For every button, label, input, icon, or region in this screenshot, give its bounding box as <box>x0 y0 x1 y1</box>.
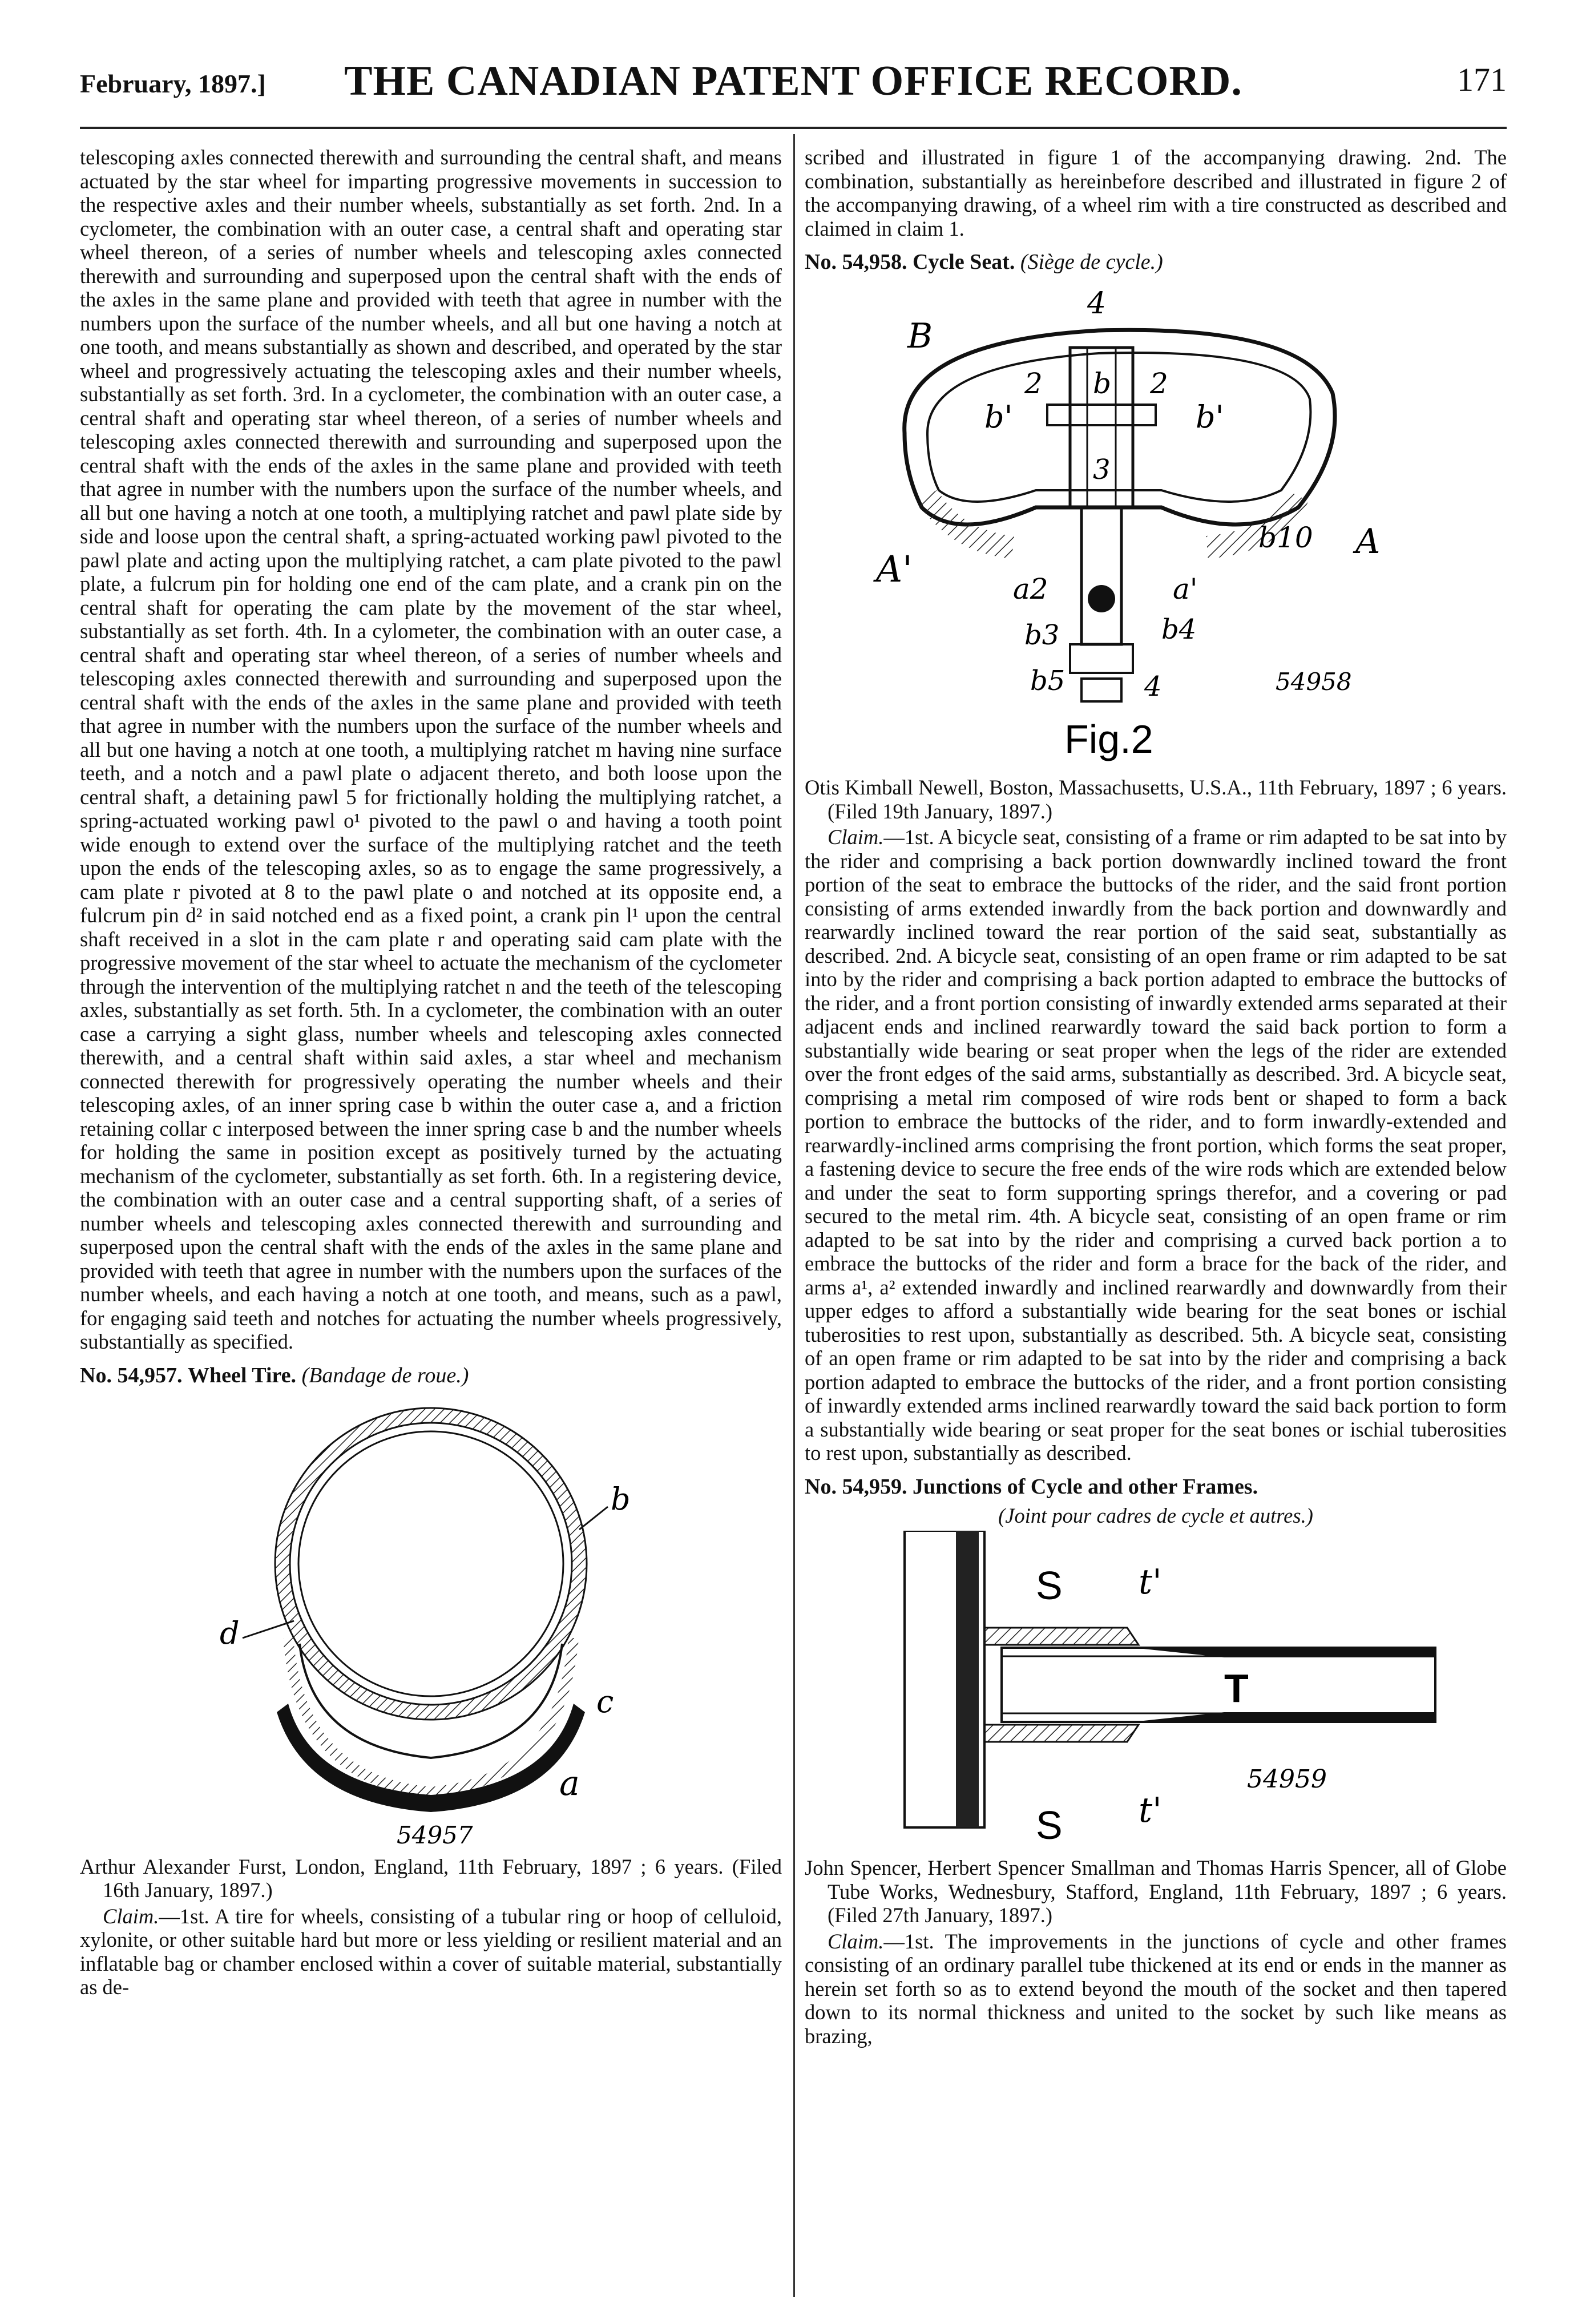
label-d: d <box>220 1615 240 1651</box>
label-a: a <box>559 1763 580 1803</box>
label-2-left: 2 <box>1024 367 1043 400</box>
label-b4: b4 <box>1161 614 1197 645</box>
figure-caption: Fig.2 <box>1064 717 1153 761</box>
patent-heading-54959 <box>805 1473 1507 1500</box>
figure-number: 54959 <box>1247 1765 1327 1794</box>
claim-54958 <box>805 825 1507 1465</box>
label-A-prime: A' <box>876 548 913 591</box>
label-4: 4 <box>1087 287 1107 321</box>
label-4-lower: 4 <box>1144 671 1162 703</box>
label-S-bottom: S <box>1036 1803 1063 1847</box>
left-column <box>80 146 782 1999</box>
label-t-bottom: t' <box>1139 1790 1162 1830</box>
label-a-prime: a' <box>1173 572 1198 606</box>
label-b10: b10 <box>1258 521 1313 554</box>
label-S-top: S <box>1036 1563 1063 1608</box>
claim-label: Claim. <box>828 1929 884 1953</box>
claim-54957 <box>80 1905 782 1999</box>
label-c: c <box>596 1683 614 1720</box>
patent-title: Wheel Tire. <box>187 1363 296 1387</box>
label-3: 3 <box>1093 454 1111 486</box>
label-b-prime-left: b' <box>984 399 1013 435</box>
patent-french-title: (Siège de cycle.) <box>1020 250 1163 274</box>
patent-heading-54958 <box>805 248 1507 276</box>
label-t-top: t' <box>1139 1562 1162 1602</box>
claim-label: Claim. <box>828 825 884 849</box>
patent-number: No. 54,957. <box>80 1363 183 1387</box>
label-M: M <box>916 1673 943 1709</box>
label-A: A <box>1355 522 1381 562</box>
page-header <box>80 57 1507 120</box>
patent-french-title: (Joint pour cadres de cycle et autres.) <box>998 1503 1313 1527</box>
claim-text: —1st. The improvements in the junctions of cycle and other frames consisting of an ordinary parallel tube thickened at its end or ends in the manner as herein set forth so as to extend beyond the mouth of the socket and then tapered down to its normal thickness and united to the socket by such like means as brazing, <box>805 1929 1507 2048</box>
patent-number: No. 54,959. <box>805 1474 907 1499</box>
continued-claims-text: telescoping axles connected therewith and surrounding the central shaft, and means actuated by the star wheel for imparting progressive movements in succession to the respective axles and their number wheels, substantially as set forth. 2nd. In a cyclometer, the combination with an outer case, a central shaft and operating star wheel thereon, of a series of number wheels and telescoping axles connected therewith and surrounding and superposed upon the central shaft with the ends of the axles in the same plane and provided with teeth that agree in number with the numbers upon the surface of the number wheels, and all but one having a notch at one tooth, and means substantially as shown and described, and operated by the star wheel and progressively actuating the telescoping axles and their number wheels, substantially as set forth. 3rd. In a cyclometer, the combination with an outer case, a central shaft and operating star wheel thereon, of a series of number wheels and telescoping axles connected therewith and surrounding and superposed upon the central shaft with the ends of the axles in the same plane and provided with teeth that agree in number with the numbers upon the surface of the number wheels, and all but one having a notch at one tooth, a multiplying ratchet and pawl plate side by side and loose upon the central shaft, a spring-actuated working pawl pivoted to the pawl plate and acting upon the multiplying ratchet, a cam plate pivoted to the pawl plate, a fulcrum pin for holding one end of the cam plate, and a crank pin on the central shaft for operating the cam plate by the movement of the star wheel, substantially as set forth. 4th. In a cylometer, the combination with an outer case, a central shaft and operating star wheel thereon, of a series of number wheels and telescoping axles connected therewith and surrounding and superposed upon the central shaft with the ends of the axles in the same plane and provided with teeth that agree in number with the numbers upon the surface of the number wheels and all but one having a notch at one tooth, a multiplying ratchet m having nine surface teeth, and a notch and a pawl plate o adjacent thereto, and both loose upon the central shaft, a detaining pawl 5 for frictionally holding the multiplying ratchet, a spring-actuated working pawl o¹ pivoted to the pawl o and having a tooth point wide enough to extend over the surface of the multiplying ratchet and the teeth upon the ends of the telescoping axles, so as to engage the same progressively, a cam plate r pivoted at 8 to the pawl plate o and notched at its opposite end, a fulcrum pin d² in said notched end as a fixed point, a crank pin l¹ upon the central shaft received in a slot in the cam plate r and operating said cam plate with the progressive movement of the star wheel to actuate the mechanism of the cyclometer through the intervention of the multiplying ratchet n and the teeth of the telescoping axles, substantially as set forth. 5th. In a cyclometer, the combination with an outer case a carrying a sight glass, number wheels and telescoping axles connected therewith, and a central shaft within said axles, a star wheel and mechanism connected therewith for progressively operating the number wheels and their telescoping axles, of an inner spring case b within the outer case a, and a friction retaining collar c interposed between the inner spring case b and the number wheels for holding the same in position except as positively turned by the actuating mechanism of the cyclometer, substantially as set forth. 6th. In a registering device, the combination with an outer case and a central supporting shaft, of a series of number wheels and telescoping axles connected therewith and surrounding and superposed upon the central shaft with the ends of the axles in the same plane and provided with teeth that agree in number with the numbers upon the surfaces of the number wheels, and each having a notch at one tooth, and means, such as a pawl, for engaging said teeth and notches for actuating the number wheels progressively, substantially as specified. <box>80 146 782 1353</box>
claim-text: —1st. A bicycle seat, consisting of a frame or rim adapted to be sat into by the rider and comprising a back portion downwardly inclined toward the front portion of the seat to embrace the buttocks of the rider, and the said front portion consisting of arms extended inwardly from the back portion and downwardly and rearwardly inclined toward the rear portion of the said seat, substantially as described. 2nd. A bicycle seat, consisting of an open frame or rim adapted to be sat into by the rider and comprising a back portion adapted to embrace the buttocks of the rider, and a front portion consisting of inwardly extended arms separated at their adjacent ends and inclined rearwardly toward the said back portion to form a substantially wide bearing or seat proper when the legs of the rider are extended over the front edges of the said arms, substantially as described. 3rd. A bicycle seat, comprising a metal rim composed of wire rods bent or shaped to form a back portion to embrace the buttocks of the rider, and to form inwardly-extended and rearwardly-inclined arms comprising the front portion, which forms the seat proper, a fastening device to secure the free ends of the wire rods which are extended below and under the seat to form supporting springs therefor, and a covering or pad secured to the metal rim. 4th. A bicycle seat, consisting of an open frame or rim adapted to be sat into by the rider and comprising a curved back portion a to embrace the buttocks of the rider and form a brace for the back of the rider, and arms a¹, a² extended inwardly and inclined rearwardly and downwardly from their upper edges to afford a substantially wide bearing for the seat bones or ischial tuberosities to rest upon, substantially as described. 5th. A bicycle seat, consisting of an open frame or rim adapted to be sat into by the rider and comprising a back portion adapted to embrace the buttocks of the rider, and a front portion consisting of inwardly extended arms inclined rearwardly toward the said back portion to form a substantially wide bearing or seat proper for the seat bones or ischial tuberosities to rest upon, substantially as described. <box>805 825 1507 1464</box>
continued-claims-text-right: scribed and illustrated in figure 1 of the accompanying drawing. 2nd. The combination, substantially as hereinbefore described and illustrated in figure 2 of the accompanying drawing, of a wheel rim with a tire constructed as described and claimed in claim 1. <box>805 146 1507 240</box>
label-B: B <box>907 316 933 356</box>
patent-heading-54957 <box>80 1362 782 1389</box>
label-b: b <box>611 1480 631 1517</box>
patent-number: No. 54,958. <box>805 250 907 274</box>
label-b5: b5 <box>1030 665 1066 697</box>
claim-54959 <box>805 1930 1507 2048</box>
inventor-54958: Otis Kimball Newell, Boston, Massachusetts, U.S.A., 11th February, 1897 ; 6 years. (Filed 19th January, 1897.) <box>805 776 1507 823</box>
inventor-54957: Arthur Alexander Furst, London, England, 11th February, 1897 ; 6 years. (Filed 16th January, 1897.) <box>80 1854 782 1902</box>
label-b3: b3 <box>1024 619 1060 651</box>
column-divider <box>793 134 795 2297</box>
claim-label: Claim. <box>103 1904 159 1928</box>
frame-junction-figure <box>870 1531 1441 1850</box>
label-T: T <box>1224 1666 1249 1710</box>
label-b-prime-right: b' <box>1196 399 1224 435</box>
claim-text: —1st. A tire for wheels, consisting of a tubular ring or hoop of celluloid, xylonite, or other suitable hard but more or less yielding or resilient material and an inflatable bag or chamber enclosed within a cover of suitable material, substantially as de- <box>80 1904 782 1999</box>
patent-title: Junctions of Cycle and other Frames. <box>912 1474 1258 1499</box>
label-2-right: 2 <box>1150 367 1168 400</box>
inventor-54959: John Spencer, Herbert Spencer Smallman and Thomas Harris Spencer, all of Globe Tube Works, Wednesbury, Stafford, England, 11th February, 1897 ; 6 years. (Filed 27th January, 1897.) <box>805 1856 1507 1927</box>
label-b-top: b <box>1093 367 1112 400</box>
wheel-tire-figure <box>208 1393 653 1849</box>
publication-title: THE CANADIAN PATENT OFFICE RECORD. <box>344 58 1242 104</box>
cycle-seat-figure <box>842 279 1470 770</box>
figure-number: 54957 <box>397 1821 473 1849</box>
patent-french-title: (Bandage de roue.) <box>301 1363 469 1387</box>
right-column <box>805 146 1507 2048</box>
label-a2: a2 <box>1013 572 1048 606</box>
figure-number: 54958 <box>1276 668 1352 696</box>
header-rule <box>80 127 1507 129</box>
patent-title: Cycle Seat. <box>912 250 1015 274</box>
issue-date: February, 1897.] <box>80 69 266 98</box>
page-number: 171 <box>1457 61 1507 98</box>
